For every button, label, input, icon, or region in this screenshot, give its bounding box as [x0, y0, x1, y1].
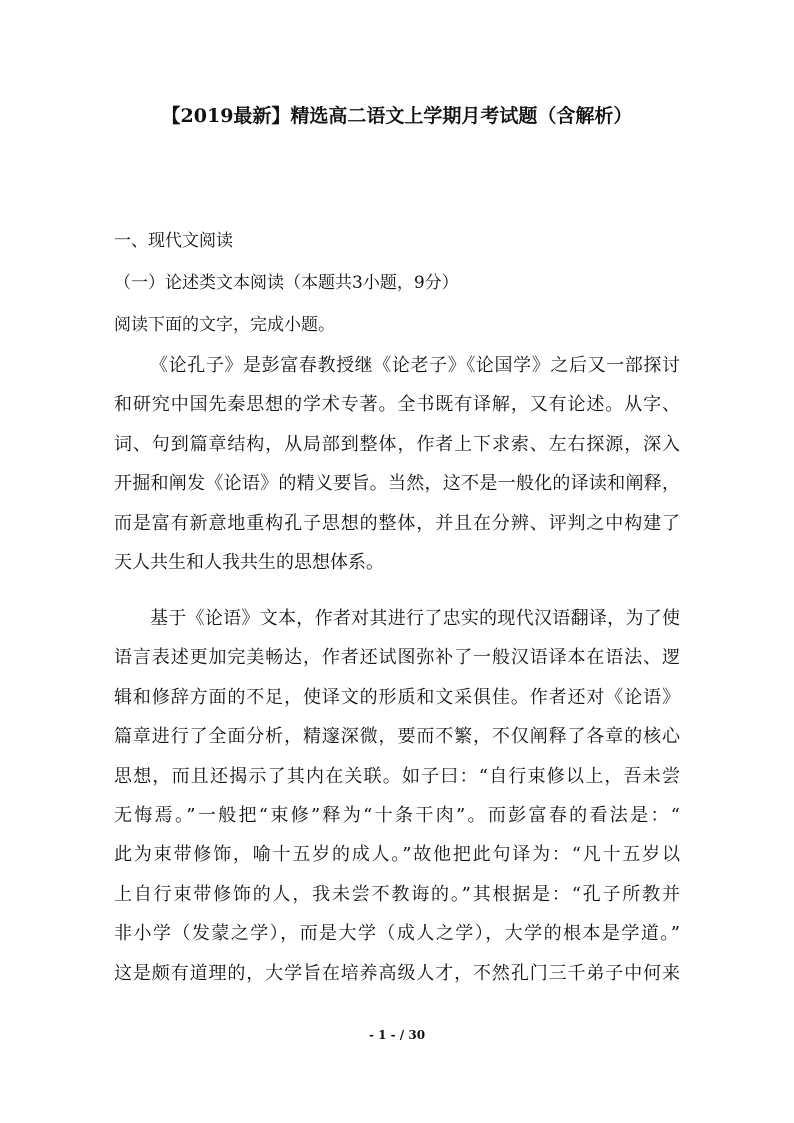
text-line: 无悔焉。”一般把“束修”释为“十条干肉”。而彭富春的看法是：“ [114, 805, 680, 827]
text-line: 基于《论语》文本，作者对其进行了忠实的现代汉语翻译，为了使 [150, 608, 680, 629]
text-line: 《论孔子》是彭富春教授继《论老子》《论国学》之后又一部探讨 [150, 355, 680, 376]
section-heading: 一、现代文阅读 [114, 231, 233, 251]
text-line: 此为束带修饰，喻十五岁的成人。”故他把此句译为：“凡十五岁以 [114, 844, 680, 866]
text-line: 语言表述更加完美畅达，作者还试图弥补了一般汉语译本在语法、逻 [114, 647, 680, 669]
text-line: 开掘和阐发《论语》的精义要旨。当然，这不是一般化的译读和阐释， [114, 473, 680, 495]
text-line: 词、句到篇章结构，从局部到整体，作者上下求索、左右探源，深入 [114, 433, 680, 455]
text-line: 篇章进行了全面分析，精邃深微，要而不繁，不仅阐释了各章的核心 [114, 726, 680, 748]
text-line: 和研究中国先秦思想的学术专著。全书既有译解，又有论述。从字、 [114, 394, 680, 416]
text-line: 上自行束带修饰的人，我未尝不教诲的。”其根据是：“孔子所教并 [114, 883, 680, 905]
text-line: 非小学（发蒙之学），而是大学（成人之学），大学的根本是学道。” [114, 923, 680, 945]
paragraph-2 [114, 599, 680, 993]
document-title: 【2019最新】精选高二语文上学期月考试题（含解析） [161, 105, 633, 127]
text-line: 这是颇有道理的，大学旨在培养高级人才，不然孔门三千弟子中何来 [114, 962, 680, 984]
text-line: 思想，而且还揭示了其内在关联。如子曰：“自行束修以上，吾未尝 [114, 765, 680, 787]
paragraph-1 [114, 346, 680, 582]
page-number: - 1 - / 30 [368, 1028, 426, 1042]
text-line: 天人共生和人我共生的思想体系。 [114, 552, 384, 574]
text-line: 辑和修辞方面的不足，使译文的形质和文采俱佳。作者还对《论语》 [114, 686, 680, 708]
text-line: 而是富有新意地重构孔子思想的整体，并且在分辨、评判之中构建了 [114, 512, 680, 534]
subsection-heading: （一）论述类文本阅读（本题共3小题，9分） [114, 273, 459, 293]
reading-instruction: 阅读下面的文字，完成小题。 [114, 315, 335, 335]
